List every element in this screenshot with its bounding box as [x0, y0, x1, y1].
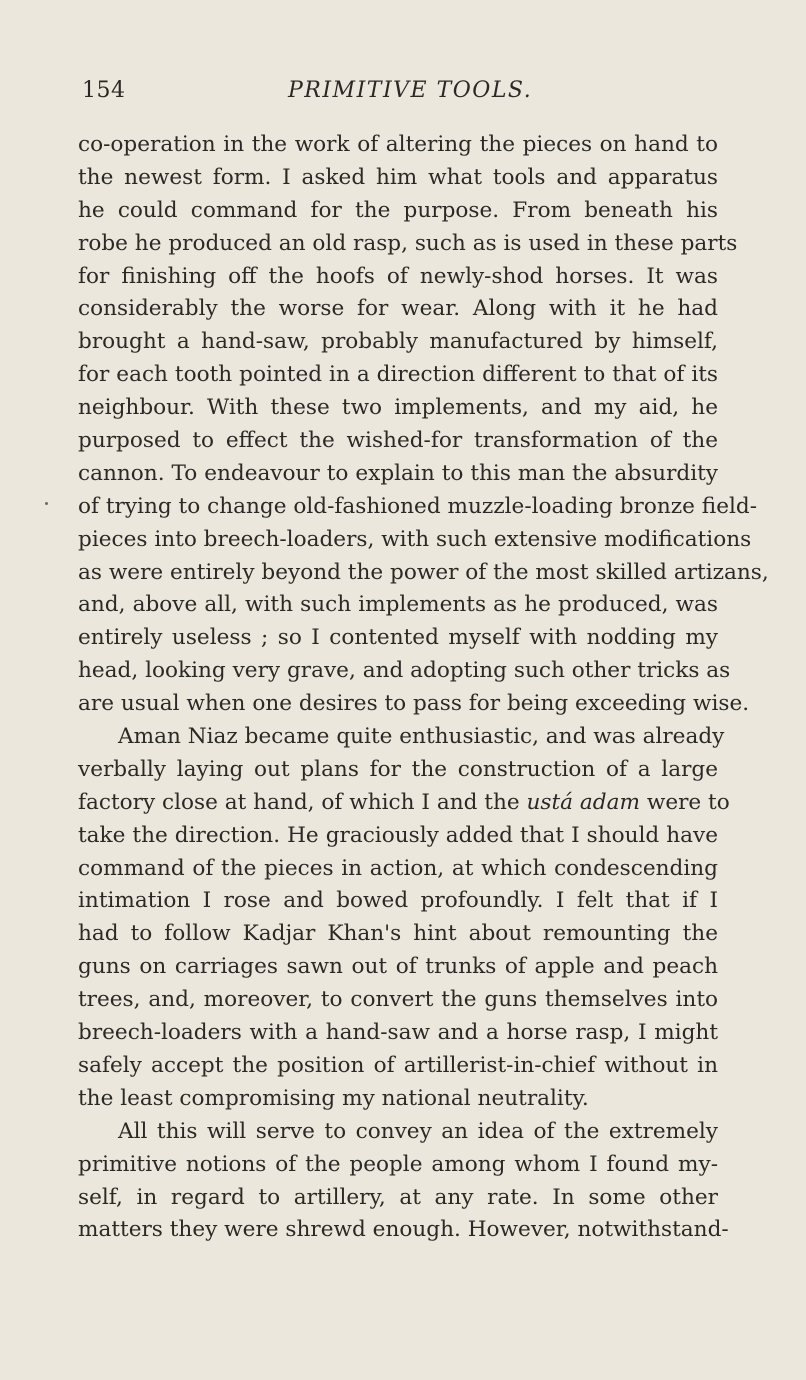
text-line: command of the pieces in action, at which condescending [78, 855, 718, 881]
running-title: PRIMITIVE TOOLS. [288, 78, 533, 103]
text-line: guns on carriages sawn out of trunks of apple and peach [78, 954, 718, 980]
text-line: primitive notions of the people among whom I found my- [78, 1151, 718, 1177]
text-line: had to follow Kadjar Khan's hint about remounting the [78, 921, 718, 947]
text-line: All this will serve to convey an idea of the extremely [118, 1118, 718, 1144]
text-line: purposed to effect the wished-for transformation of the [78, 428, 718, 454]
text-line: he could command for the purpose. From beneath his [78, 197, 718, 223]
text-line: for each tooth pointed in a direction different to that of its [78, 362, 718, 388]
text-line: breech-loaders with a hand-saw and a horse rasp, I might [78, 1020, 718, 1046]
italic-phrase: ustá adam [526, 789, 640, 815]
text-line: co-operation in the work of altering the pieces on hand to [78, 132, 718, 157]
text-line: robe he produced an old rasp, such as is used in these parts [78, 230, 738, 256]
text-line: verbally laying out plans for the construction of a large [78, 756, 718, 782]
text-line: take the direction. He graciously added that I should have [78, 822, 718, 848]
text-line: trees, and, moreover, to convert the guns themselves into [78, 987, 718, 1013]
text-line: factory close at hand, of which I and the ustá adam were to [78, 789, 730, 815]
text-line: intimation I rose and bowed profoundly. I felt that if I [78, 888, 718, 914]
text-line: matters they were shrewd enough. However, notwithstand- [78, 1217, 729, 1243]
text-line: pieces into breech-loaders, with such extensive modifications [78, 526, 752, 552]
text-line: for finishing off the hoofs of newly-shod horses. It was [78, 263, 718, 289]
page-number: 154 [82, 78, 126, 103]
text-line: as were entirely beyond the power of the most skilled artizans, [78, 559, 769, 585]
text-line: of trying to change old-fashioned muzzle-loading bronze field- [78, 493, 758, 519]
text-line: the newest form. I asked him what tools and apparatus [78, 164, 718, 190]
text-line: entirely useless ; so I contented myself with nodding my [78, 625, 718, 651]
text-line: considerably the worse for wear. Along with it he had [78, 296, 718, 322]
margin-mark [45, 502, 48, 505]
text-line: and, above all, with such implements as he produced, was [78, 592, 718, 618]
text-line: Aman Niaz became quite enthusiastic, and was already [118, 724, 725, 750]
text-line: are usual when one desires to pass for being exceeding wise. [78, 691, 750, 717]
text-line: neighbour. With these two implements, and my aid, he [78, 395, 718, 421]
page-header [78, 78, 718, 112]
text-line: brought a hand-saw, probably manufactured by himself, [78, 329, 718, 355]
text-line: head, looking very grave, and adopting such other tricks as [78, 658, 731, 684]
text-line: safely accept the position of artillerist-in-chief without in [78, 1052, 718, 1078]
text-line: the least compromising my national neutrality. [78, 1085, 589, 1111]
text-line: cannon. To endeavour to explain to this man the absurdity [78, 460, 718, 486]
text-line: self, in regard to artillery, at any rate. In some other [78, 1184, 718, 1210]
body-text [78, 129, 769, 1247]
